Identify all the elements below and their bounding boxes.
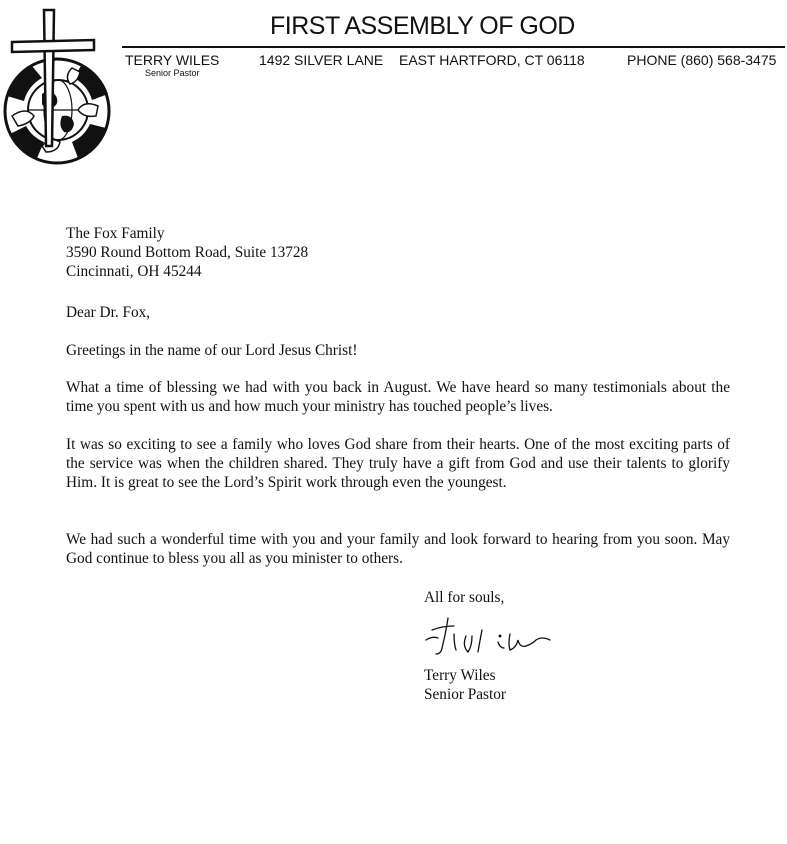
pastor-title: Senior Pastor — [145, 68, 200, 78]
body-paragraph: It was so exciting to see a family who loves God share from their hearts. One of the most exciting parts of the service was when the children shared. They truly have a gift from God and use their talents to glorify Him. It is great to see the Lord’s Spirit work through even the youngest. — [66, 436, 730, 492]
recipient-street: 3590 Round Bottom Road, Suite 13728 — [66, 244, 309, 262]
body-paragraph: We had such a wonderful time with you and your family and look forward to hearing from you soon. May God continue to bless you all as you minister to others. — [66, 531, 730, 568]
church-logo-icon — [2, 6, 124, 172]
handwritten-signature — [418, 612, 563, 664]
salutation: Dear Dr. Fox, — [66, 304, 151, 321]
recipient-city: Cincinnati, OH 45244 — [66, 263, 202, 281]
church-phone: PHONE (860) 568-3475 — [627, 52, 777, 68]
pastor-name: TERRY WILES — [125, 52, 220, 68]
signer-title: Senior Pastor — [424, 686, 507, 703]
church-city: EAST HARTFORD, CT 06118 — [399, 52, 585, 68]
header-divider — [122, 46, 785, 48]
greeting: Greetings in the name of our Lord Jesus Christ! — [66, 342, 358, 359]
organization-name: FIRST ASSEMBLY OF GOD — [270, 12, 575, 40]
signer-name: Terry Wiles — [424, 667, 496, 684]
recipient-name: The Fox Family — [66, 225, 165, 242]
closing: All for souls, — [424, 589, 505, 606]
recipient-address — [66, 224, 730, 282]
body-paragraph: What a time of blessing we had with you back in August. We have heard so many testimonials about the time you spent with us and how much your ministry has touched people’s lives. — [66, 379, 730, 416]
church-street: 1492 SILVER LANE — [259, 52, 384, 68]
